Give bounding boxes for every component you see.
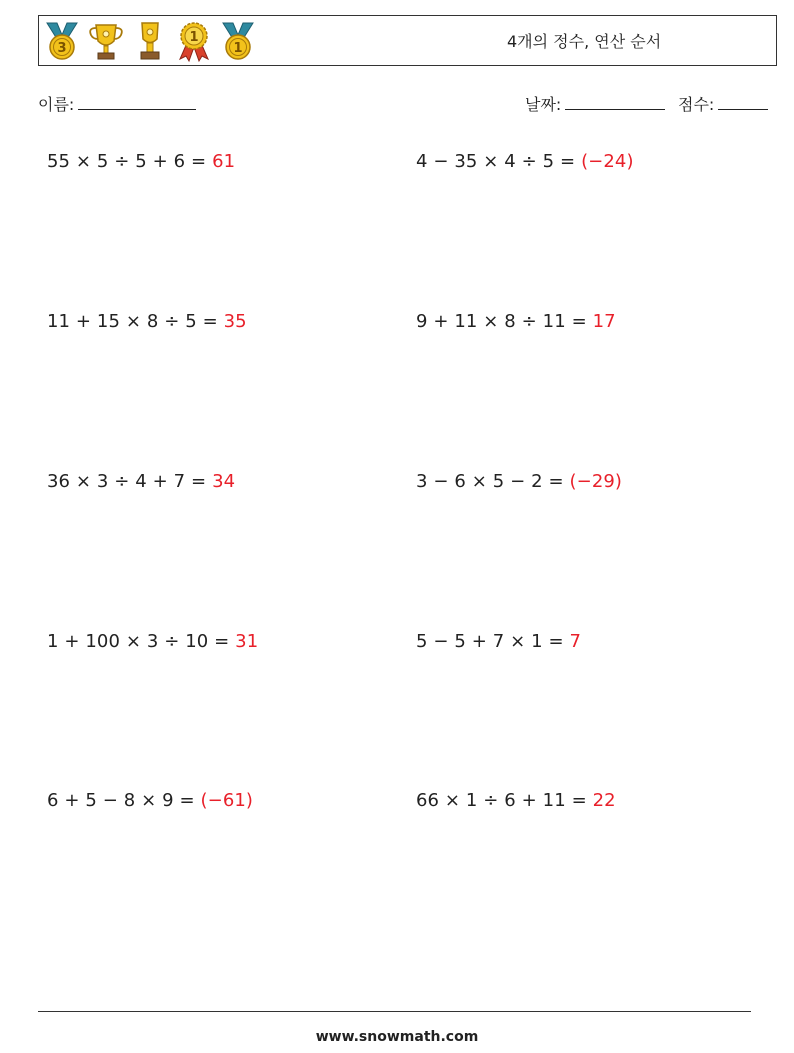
problem-item [47,631,258,652]
rosette-1-icon [175,19,213,63]
problem-item [47,471,235,492]
worksheet-header [38,15,777,66]
problem-item [416,151,634,172]
date-label: 날짜: [525,95,562,114]
problem-expression: 5 − 5 + 7 × 1 = [416,631,570,652]
problem-item [416,471,622,492]
score-label: 점수: [678,95,715,114]
worksheet-title: 4개의 정수, 연산 순서 [507,32,662,51]
problem-answer: 61 [212,151,236,172]
problem-item [47,311,247,332]
problem-expression: 66 × 1 ÷ 6 + 11 = [416,790,593,811]
problem-answer: 17 [592,311,616,332]
score-blank[interactable] [718,93,768,110]
footer-url[interactable]: www.snowmath.com [315,1029,479,1045]
name-label: 이름: [38,95,75,114]
problem-answer: (−24) [581,151,634,172]
problem-answer: (−29) [569,471,623,492]
problem-expression: 4 − 35 × 4 ÷ 5 = [416,151,582,172]
problem-answer: 35 [223,311,247,332]
problem-expression: 1 + 100 × 3 ÷ 10 = [47,631,236,652]
score-field [678,92,768,115]
name-field [38,92,196,115]
problem-expression: 6 + 5 − 8 × 9 = [47,790,201,811]
problem-answer: 34 [212,471,236,492]
problem-expression: 55 × 5 ÷ 5 + 6 = [47,151,213,172]
problem-answer: 22 [592,790,616,811]
problem-item [416,311,616,332]
name-blank[interactable] [78,93,196,110]
problem-expression: 3 − 6 × 5 − 2 = [416,471,570,492]
svg-text:3: 3 [57,41,67,56]
problem-item [416,790,616,811]
date-field [525,92,665,115]
problem-expression: 36 × 3 ÷ 4 + 7 = [47,471,213,492]
date-blank[interactable] [565,93,665,110]
award-icons [43,19,257,63]
medal-1-icon [219,19,257,63]
problem-item [416,631,581,652]
svg-text:1: 1 [233,41,243,56]
problem-item [47,151,235,172]
problem-expression: 9 + 11 × 8 ÷ 11 = [416,311,593,332]
problem-answer: 31 [235,631,259,652]
problem-expression: 11 + 15 × 8 ÷ 5 = [47,311,224,332]
problem-item [47,790,253,811]
trophy-icon [131,19,169,63]
medal-3-icon [43,19,81,63]
footer-divider [38,1011,751,1012]
svg-text:1: 1 [189,30,199,45]
problem-answer: (−61) [200,790,254,811]
problem-answer: 7 [569,631,582,652]
trophy-cup-icon [87,19,125,63]
